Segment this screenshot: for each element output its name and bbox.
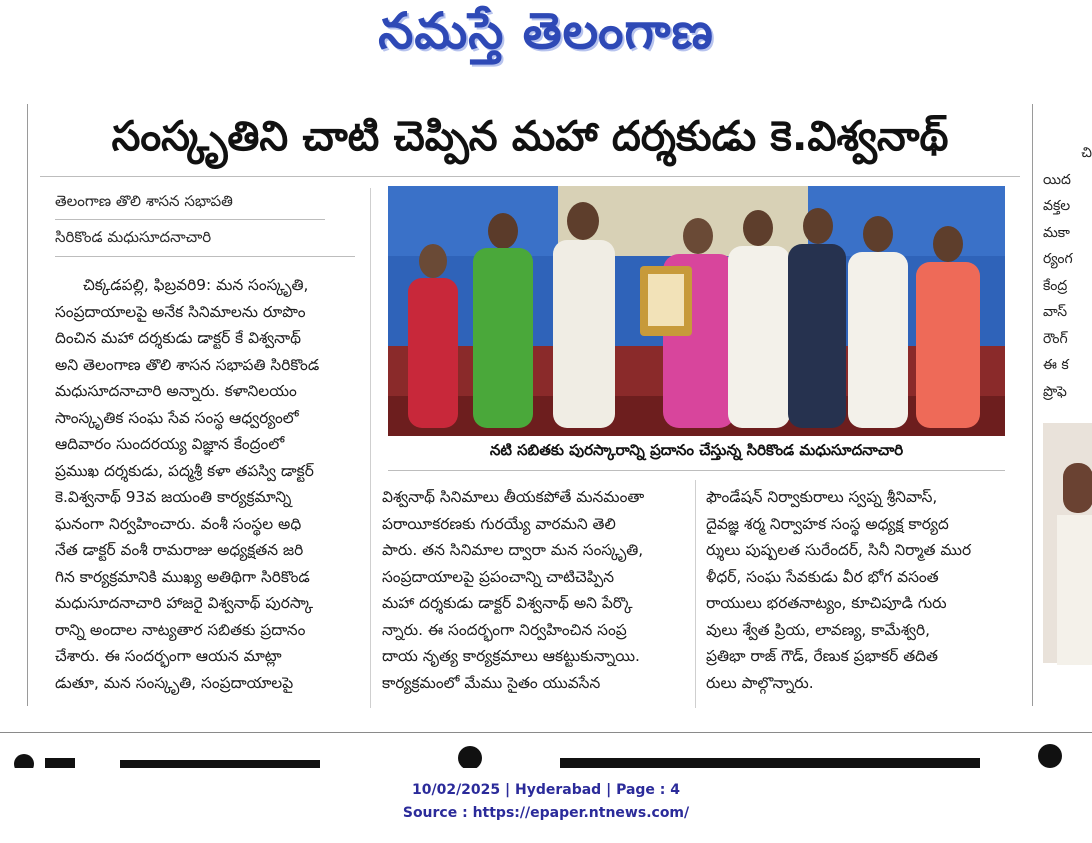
strip-line: యిద	[1043, 171, 1071, 188]
event-photo	[388, 186, 1005, 436]
strip-line: ఈ క	[1043, 357, 1069, 373]
column2-line: పరాయీకరణకు గురయ్యే వారమని తెలి	[382, 514, 616, 533]
column1-line: సంప్రదాయాలపై అనేక సినిమాలను రూపొం	[55, 302, 306, 321]
column3-line: దైవజ్ఞ శర్మ నిర్వాహక సంస్థ అధ్యక్ష కార్యద	[706, 514, 949, 533]
newspaper-masthead: నమస్తే తెలంగాణ	[378, 2, 714, 60]
column2-line: న్నారు. ఈ సందర్భంగా నిర్వహించిన సంప్ర	[382, 620, 627, 639]
article-column-3	[706, 484, 1008, 696]
byline-divider-1	[55, 219, 325, 220]
column3-line: ర్శులు పుష్పలత సురేందర్, సినీ నిర్మాత ముర	[706, 541, 972, 559]
right-column-rule	[1032, 104, 1033, 706]
column3-line: రాయులు భరతనాట్యం, కూచిపూడి గురు	[706, 594, 947, 612]
strip-line: కేంద్ర	[1043, 277, 1068, 294]
column-divider-2	[695, 480, 696, 708]
column1-line: రాన్ని అందాల నాట్యతార సబితకు ప్రదానం	[55, 620, 306, 639]
column1-line: అని తెలంగాణ తొలి శాసన సభాపతి సిరికొండ	[55, 355, 320, 374]
footer-source-line: Source : https://epaper.ntnews.com/	[402, 805, 690, 821]
column1-line: గిన కార్యక్రమానికి ముఖ్య అతిథిగా సిరికొండ	[55, 567, 310, 586]
column1-line: కె.విశ్వనాథ్ 93వ జయంతి కార్యక్రమాన్ని	[55, 488, 292, 506]
strip-line: ప్రొఫె	[1043, 383, 1067, 400]
byline-line-1: తెలంగాణ తొలి శాసన సభాపతి	[55, 192, 233, 210]
column2-line: సంప్రదాయాలపై ప్రపంచాన్ని చాటిచెప్పిన	[382, 567, 615, 586]
byline-divider-2	[55, 256, 355, 257]
strip-line: వక్తల	[1043, 198, 1071, 214]
strip-line: మకా	[1043, 224, 1070, 241]
adjacent-photo	[1043, 423, 1092, 663]
column3-line: ళీధర్, సంఘ సేవకుడు వీర భోగ వసంత	[706, 567, 939, 586]
column1-line: దించిన మహా దర్శకుడు డాక్టర్ కే విశ్వనాథ్	[55, 329, 302, 347]
column1-line: చేశారు. ఈ సందర్భంగా ఆయన మాట్లా	[55, 647, 282, 665]
article-column-2	[382, 484, 682, 696]
next-article-headline-cropped	[0, 728, 1092, 768]
photo-caption: నటి సబితకు పురస్కారాన్ని ప్రదానం చేస్తున్న సిరికొండ మధుసూదనాచారి	[489, 441, 904, 459]
strip-line: రౌంగ్	[1043, 330, 1068, 347]
column1-line: ప్రముఖ దర్శకుడు, పద్మశ్రీ కళా తపస్వి డాక్టర్	[55, 461, 314, 480]
article-headline: సంస్కృతిని చాటి చెప్పిన మహా దర్శకుడు కె.విశ్వనాథ్	[111, 112, 949, 160]
strip-line: ర్యంగ	[1043, 251, 1073, 267]
column2-line: విశ్వనాథ్ సినిమాలు తీయకపోతే మనమంతా	[382, 488, 645, 506]
column2-line: దాయ నృత్య కార్యక్రమాలు ఆకట్టుకున్నాయి.	[382, 647, 640, 665]
column1-line: ఘనంగా నిర్వహించారు. వంశీ సంస్థల అధి	[55, 514, 302, 533]
strip-line: వాస్	[1043, 304, 1068, 320]
column-divider-1	[370, 188, 371, 708]
adjacent-article-strip	[1043, 104, 1092, 704]
footer-date-line: 10/02/2025 | Hyderabad | Page : 4	[411, 782, 681, 798]
article-column-1	[55, 272, 355, 696]
strip-line: చి	[1081, 145, 1092, 161]
adjacent-photo-shirt	[1057, 515, 1092, 665]
column1-line: మధుసూదనాచారి అన్నారు. కళానిలయం	[55, 382, 297, 400]
event-photo-illustration	[388, 186, 1005, 436]
column2-line: పారు. తన సినిమాల ద్వారా మన సంస్కృతి,	[382, 541, 644, 559]
column2-line: మహా దర్శకుడు డాక్టర్ విశ్వనాథ్ అని పేర్కొ	[382, 594, 633, 612]
column3-line: ఫౌండేషన్ నిర్వాకురాలు స్వప్న శ్రీనివాస్,	[706, 488, 938, 506]
cropped-headline-glyphs	[0, 728, 1092, 768]
byline-line-2: సిరికొండ మధుసూదనాచారి	[55, 228, 212, 246]
column3-line: వులు శ్వేత ప్రియ, లావణ్య, కామేశ్వరి,	[706, 620, 930, 639]
column1-line: చిక్కడపల్లి, ఫిబ్రవరి9: మన సంస్కృతి,	[83, 276, 309, 294]
column1-line: సాంస్కృతిక సంఘ సేవ సంస్థ ఆధ్వర్యంలో	[55, 408, 299, 427]
column1-line: ఆదివారం సుందరయ్య విజ్ఞాన కేంద్రంలో	[55, 435, 285, 453]
caption-divider	[388, 470, 1005, 471]
left-column-rule	[27, 104, 28, 706]
column1-line: నేత డాక్టర్ వంశీ రామరాజు అధ్యక్షతన జరి	[55, 541, 304, 559]
column1-line: మధుసూదనాచారి హాజరై విశ్వనాథ్ పురస్కా	[55, 594, 314, 612]
adjacent-photo-face	[1063, 463, 1092, 513]
column2-line: కార్యక్రమంలో మేము సైతం యువసేన	[382, 673, 601, 692]
column1-line: డుతూ, మన సంస్కృతి, సంప్రదాయాలపై	[55, 673, 294, 692]
column3-line: ప్రతిభా రాజ్ గౌడ్, రేణుక ప్రభాకర్ తదిత	[706, 647, 939, 665]
column3-line: రులు పాల్గొన్నారు.	[706, 673, 814, 692]
headline-divider	[40, 176, 1020, 177]
